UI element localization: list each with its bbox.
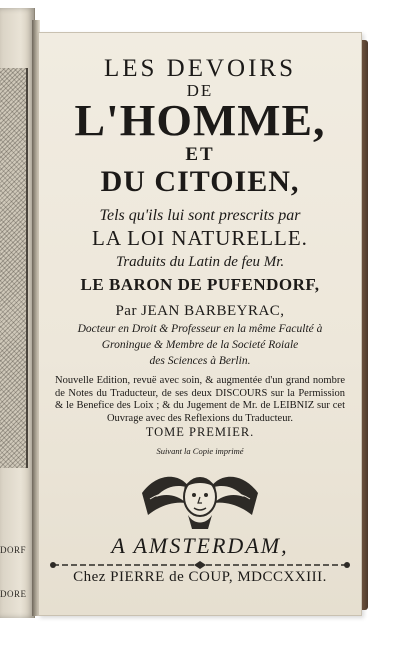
- translator-credentials-line: Groningue & Membre de la Societé Roiale: [101, 339, 299, 351]
- engraving-caption: [0, 528, 30, 616]
- subtitle-line-tels: Tels qu'ils lui sont prescrits par: [99, 207, 301, 224]
- title-line-et: ET: [185, 144, 215, 165]
- title-page: [38, 32, 362, 616]
- engraved-portrait-icon: [0, 68, 28, 468]
- imprint-city-line: A AMSTERDAM,: [111, 533, 289, 558]
- title-line-les-devoirs: LES DEVOIRS: [103, 55, 297, 82]
- copy-note-line: Suivant la Copie imprimé: [156, 446, 244, 456]
- imprint-publisher-line: Chez PIERRE de COUP, MDCCXXIII.: [73, 569, 327, 585]
- caption-line: DORF: [0, 545, 27, 555]
- volume-line: TOME PREMIER.: [145, 425, 255, 439]
- title-line-de: DE: [186, 81, 214, 100]
- cherub-head-ornament-icon: [138, 463, 262, 533]
- translator-credentials-line: Docteur en Droit & Professeur en la même Faculté à: [77, 323, 323, 335]
- caption-line: DORE: [0, 589, 27, 599]
- title-line-homme: L'HOMME,: [74, 96, 326, 145]
- title-line-citoien: DU CITOIEN,: [100, 165, 300, 198]
- subtitle-line-loi-naturelle: LA LOI NATURELLE.: [92, 226, 308, 250]
- translator-line: Par JEAN BARBEYRAC,: [115, 303, 285, 319]
- translation-line: Traduits du Latin de feu Mr.: [115, 254, 285, 270]
- edition-note-paragraph: Nouvelle Edition, revuë avec soin, & augmentée d'un grand nombre de Notes du Traducteur, de ses deux DISCOURS sur la Permission & le Benefice des Loix ; & du Jugement de Mr. de LEIBNIZ sur cet Ouvrage avec des Reflexions du Traducteur.: [55, 375, 345, 424]
- frontispiece-page: [0, 8, 35, 618]
- translator-credentials-line: des Sciences à Berlin.: [149, 355, 251, 367]
- author-line: LE BARON DE PUFENDORF,: [80, 275, 320, 294]
